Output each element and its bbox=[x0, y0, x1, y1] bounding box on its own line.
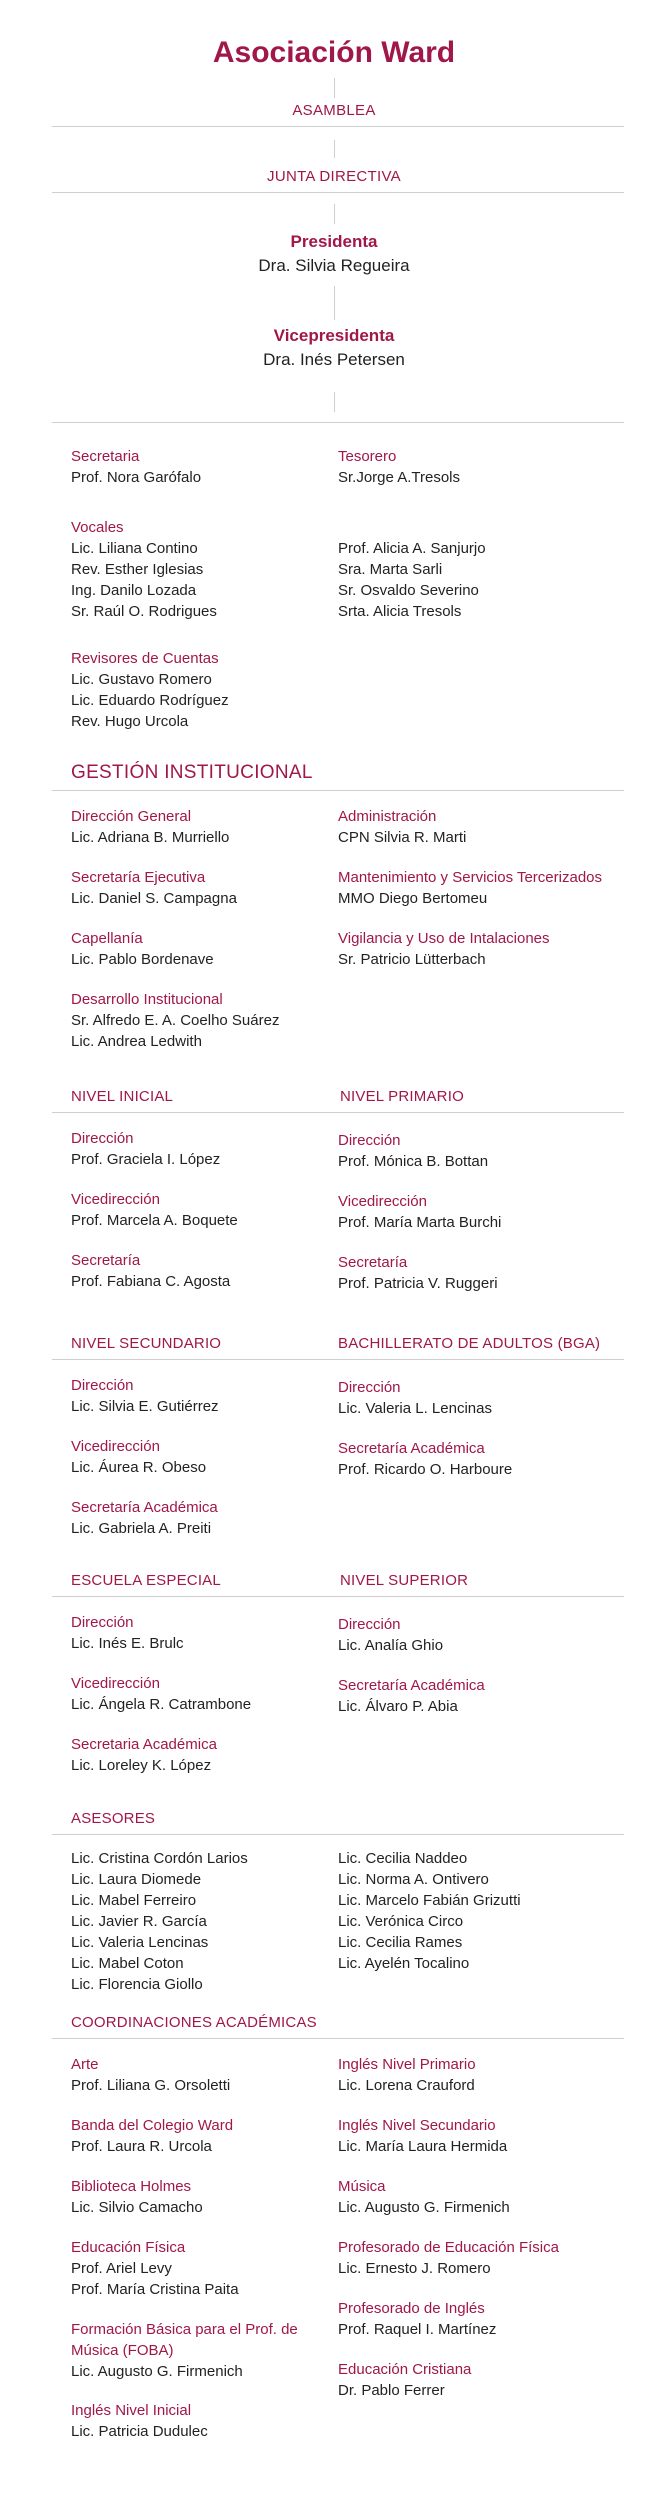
coordinacion-item bbox=[338, 2298, 496, 2340]
item-name: Prof. Laura R. Urcola bbox=[71, 2138, 212, 2155]
gestion-name: Sr. Patricio Lütterbach bbox=[338, 951, 486, 968]
gestion-item bbox=[338, 806, 466, 848]
vocal-name: Prof. Alicia A. Sanjurjo bbox=[338, 540, 486, 557]
item-label: Dirección bbox=[71, 1130, 134, 1147]
divider bbox=[52, 1359, 624, 1360]
revisor-name: Rev. Hugo Urcola bbox=[71, 713, 189, 730]
connector-line bbox=[334, 392, 335, 412]
gestion-item bbox=[71, 867, 237, 909]
divider bbox=[52, 192, 624, 193]
vocales-block bbox=[71, 517, 217, 622]
gestion-label: Administración bbox=[338, 808, 437, 825]
gestion-heading: GESTIÓN INSTITUCIONAL bbox=[71, 762, 313, 783]
item-name: Lic. Augusto G. Firmenich bbox=[71, 2363, 243, 2380]
item-name: Lic. Gabriela A. Preiti bbox=[71, 1520, 212, 1537]
revisores-block bbox=[71, 648, 229, 732]
item-label: Secretaría bbox=[71, 1252, 141, 1269]
item-name: Lic. Augusto G. Firmenich bbox=[338, 2199, 510, 2216]
item-name: Prof. Ariel Levy bbox=[71, 2260, 172, 2277]
item-name: Prof. María Marta Burchi bbox=[338, 1214, 502, 1231]
gestion-item bbox=[338, 867, 602, 909]
divider bbox=[52, 1112, 624, 1113]
tesorero-name: Sr.Jorge A.Tresols bbox=[338, 469, 460, 486]
item-name: Prof. Ricardo O. Harboure bbox=[338, 1461, 513, 1478]
presidenta-role: Presidenta bbox=[290, 232, 378, 251]
item-name: Prof. Patricia V. Ruggeri bbox=[338, 1275, 498, 1292]
item-name: Lic. Patricia Dudulec bbox=[71, 2423, 208, 2440]
gestion-item bbox=[71, 928, 214, 970]
presidenta-name: Dra. Silvia Regueira bbox=[258, 256, 410, 275]
item-label: Secretaría bbox=[338, 1254, 408, 1271]
item-name: Lic. Ángela R. Catrambone bbox=[71, 1696, 252, 1713]
gestion-item bbox=[71, 806, 229, 848]
vicepresidenta-role: Vicepresidenta bbox=[273, 326, 395, 345]
gestion-item bbox=[338, 928, 550, 970]
item-label: Biblioteca Holmes bbox=[71, 2178, 192, 2195]
asesor-name: Lic. Javier R. García bbox=[71, 1913, 207, 1930]
coordinacion-item bbox=[338, 2359, 471, 2401]
item-label: Dirección bbox=[338, 1379, 401, 1396]
divider bbox=[52, 422, 624, 423]
primario-item bbox=[338, 1252, 498, 1294]
secretaria-label: Secretaria bbox=[71, 448, 140, 465]
asesor-name: Lic. Cecilia Naddeo bbox=[338, 1850, 468, 1867]
primario-item bbox=[338, 1191, 501, 1233]
item-label: Inglés Nivel Inicial bbox=[71, 2402, 192, 2419]
junta-label: JUNTA DIRECTIVA bbox=[267, 168, 401, 185]
vocal-name: Ing. Danilo Lozada bbox=[71, 582, 197, 599]
item-name: Lic. Loreley K. López bbox=[71, 1757, 212, 1774]
vocal-name: Rev. Esther Iglesias bbox=[71, 561, 204, 578]
gestion-name: Lic. Andrea Ledwith bbox=[71, 1033, 202, 1050]
vicepresidenta-name: Dra. Inés Petersen bbox=[263, 350, 405, 369]
coordinacion-item bbox=[338, 2054, 476, 2096]
item-label: Inglés Nivel Primario bbox=[338, 2056, 476, 2073]
gestion-label: Desarrollo Institucional bbox=[71, 991, 223, 1008]
item-label: Dirección bbox=[71, 1614, 134, 1631]
page-title: Asociación Ward bbox=[212, 36, 456, 69]
divider bbox=[52, 1596, 624, 1597]
especial-item bbox=[71, 1673, 251, 1715]
asesor-name: Lic. Cristina Cordón Larios bbox=[71, 1850, 248, 1867]
item-label: Formación Básica para el Prof. de Música (FOBA) bbox=[71, 2321, 298, 2359]
asesores-right-list bbox=[338, 1848, 521, 1974]
item-name: Prof. Fabiana C. Agosta bbox=[71, 1273, 231, 1290]
asamblea-label: ASAMBLEA bbox=[292, 102, 376, 119]
primario-item bbox=[338, 1130, 488, 1172]
item-name: Lic. Ernesto J. Romero bbox=[338, 2260, 491, 2277]
especial-heading: ESCUELA ESPECIAL bbox=[71, 1572, 221, 1589]
coordinaciones-heading: COORDINACIONES ACADÉMICAS bbox=[71, 2014, 317, 2031]
item-label: Vicedirección bbox=[71, 1438, 160, 1455]
asesor-name: Lic. Mabel Coton bbox=[71, 1955, 184, 1972]
connector-line bbox=[334, 204, 335, 224]
item-label: Dirección bbox=[338, 1616, 401, 1633]
gestion-label: Vigilancia y Uso de Intalaciones bbox=[338, 930, 550, 947]
superior-item bbox=[338, 1614, 443, 1656]
gestion-label: Capellanía bbox=[71, 930, 143, 947]
item-label: Secretaría Académica bbox=[338, 1677, 485, 1694]
gestion-name: Sr. Alfredo E. A. Coelho Suárez bbox=[71, 1012, 280, 1029]
vocal-name: Sra. Marta Sarli bbox=[338, 561, 443, 578]
item-label: Vicedirección bbox=[71, 1675, 160, 1692]
bga-item bbox=[338, 1377, 492, 1419]
coordinacion-item bbox=[338, 2176, 510, 2218]
inicial-heading: NIVEL INICIAL bbox=[71, 1088, 174, 1105]
item-name: Prof. Mónica B. Bottan bbox=[338, 1153, 489, 1170]
divider bbox=[52, 790, 624, 791]
revisor-name: Lic. Eduardo Rodríguez bbox=[71, 692, 229, 709]
asesor-name: Lic. Valeria Lencinas bbox=[71, 1934, 209, 1951]
item-label: Inglés Nivel Secundario bbox=[338, 2117, 496, 2134]
asesor-name: Lic. Mabel Ferreiro bbox=[71, 1892, 197, 1909]
bga-item bbox=[338, 1438, 512, 1480]
secretaria-block bbox=[71, 446, 201, 488]
coordinacion-item bbox=[338, 2237, 559, 2279]
inicial-item bbox=[71, 1189, 238, 1231]
item-name: Lic. Inés E. Brulc bbox=[71, 1635, 184, 1652]
item-name: Lic. Silvio Camacho bbox=[71, 2199, 203, 2216]
item-label: Banda del Colegio Ward bbox=[71, 2117, 234, 2134]
gestion-item bbox=[71, 989, 279, 1052]
tesorero-block bbox=[338, 446, 460, 488]
coordinacion-item bbox=[71, 2400, 208, 2442]
item-label: Dirección bbox=[71, 1377, 134, 1394]
especial-item bbox=[71, 1612, 184, 1654]
inicial-item bbox=[71, 1128, 220, 1170]
gestion-name: Lic. Adriana B. Murriello bbox=[71, 829, 230, 846]
item-name: Lic. María Laura Hermida bbox=[338, 2138, 508, 2155]
asesor-name: Lic. Marcelo Fabián Grizutti bbox=[338, 1892, 521, 1909]
revisores-label: Revisores de Cuentas bbox=[71, 650, 219, 667]
item-name: Prof. María Cristina Paita bbox=[71, 2281, 239, 2298]
gestion-name: Lic. Pablo Bordenave bbox=[71, 951, 214, 968]
coordinacion-item bbox=[71, 2115, 233, 2157]
revisor-name: Lic. Gustavo Romero bbox=[71, 671, 212, 688]
secundario-item bbox=[71, 1375, 219, 1417]
gestion-name: MMO Diego Bertomeu bbox=[338, 890, 488, 907]
tesorero-label: Tesorero bbox=[338, 448, 397, 465]
asesor-name: Lic. Norma A. Ontivero bbox=[338, 1871, 489, 1888]
gestion-name: Lic. Daniel S. Campagna bbox=[71, 890, 237, 907]
item-label: Secretaría Académica bbox=[71, 1499, 218, 1516]
primario-heading: NIVEL PRIMARIO bbox=[340, 1088, 464, 1105]
asesor-name: Lic. Florencia Giollo bbox=[71, 1976, 203, 1993]
asesores-heading: ASESORES bbox=[71, 1810, 156, 1827]
asesor-name: Lic. Ayelén Tocalino bbox=[338, 1955, 470, 1972]
asesor-name: Lic. Laura Diomede bbox=[71, 1871, 202, 1888]
secundario-heading: NIVEL SECUNDARIO bbox=[71, 1335, 222, 1352]
coordinacion-item bbox=[71, 2054, 230, 2096]
item-label: Vicedirección bbox=[71, 1191, 160, 1208]
item-name: Prof. Liliana G. Orsoletti bbox=[71, 2077, 231, 2094]
gestion-name: CPN Silvia R. Marti bbox=[338, 829, 467, 846]
vocal-name: Sr. Osvaldo Severino bbox=[338, 582, 479, 599]
vocal-name: Lic. Liliana Contino bbox=[71, 540, 198, 557]
coordinacion-item bbox=[71, 2319, 321, 2382]
item-label: Profesorado de Educación Física bbox=[338, 2239, 559, 2256]
item-label: Secretaría Académica bbox=[338, 1440, 485, 1457]
coordinacion-item bbox=[71, 2176, 203, 2218]
item-label: Secretaria Académica bbox=[71, 1736, 217, 1753]
vocales-right-block bbox=[338, 538, 486, 622]
item-name: Prof. Marcela A. Boquete bbox=[71, 1212, 238, 1229]
item-name: Dr. Pablo Ferrer bbox=[338, 2382, 445, 2399]
coordinacion-item bbox=[338, 2115, 507, 2157]
secundario-item bbox=[71, 1436, 206, 1478]
especial-item bbox=[71, 1734, 217, 1776]
asesor-name: Lic. Cecilia Rames bbox=[338, 1934, 463, 1951]
connector-line bbox=[334, 78, 335, 98]
asesor-name: Lic. Verónica Circo bbox=[338, 1913, 464, 1930]
item-name: Lic. Álvaro P. Abia bbox=[338, 1698, 458, 1715]
item-name: Lic. Analía Ghio bbox=[338, 1637, 444, 1654]
item-label: Arte bbox=[71, 2056, 99, 2073]
item-name: Lic. Áurea R. Obeso bbox=[71, 1459, 207, 1476]
secretaria-name: Prof. Nora Garófalo bbox=[71, 469, 202, 486]
item-name: Lic. Valeria L. Lencinas bbox=[338, 1400, 492, 1417]
gestion-label: Dirección General bbox=[71, 808, 192, 825]
secundario-item bbox=[71, 1497, 218, 1539]
superior-heading: NIVEL SUPERIOR bbox=[340, 1572, 469, 1589]
vocal-name: Sr. Raúl O. Rodrigues bbox=[71, 603, 217, 620]
item-name: Prof. Raquel I. Martínez bbox=[338, 2321, 497, 2338]
connector-line bbox=[334, 286, 335, 320]
divider bbox=[52, 1834, 624, 1835]
coordinacion-item bbox=[71, 2237, 239, 2300]
inicial-item bbox=[71, 1250, 230, 1292]
item-label: Dirección bbox=[338, 1132, 401, 1149]
vocal-name: Srta. Alicia Tresols bbox=[338, 603, 462, 620]
vocales-label: Vocales bbox=[71, 519, 124, 536]
bga-heading: BACHILLERATO DE ADULTOS (BGA) bbox=[338, 1335, 601, 1352]
item-label: Vicedirección bbox=[338, 1193, 427, 1210]
superior-item bbox=[338, 1675, 485, 1717]
item-label: Música bbox=[338, 2178, 386, 2195]
item-label: Educación Física bbox=[71, 2239, 186, 2256]
item-name: Lic. Lorena Crauford bbox=[338, 2077, 475, 2094]
gestion-label: Secretaría Ejecutiva bbox=[71, 869, 206, 886]
divider bbox=[52, 2038, 624, 2039]
item-label: Profesorado de Inglés bbox=[338, 2300, 485, 2317]
item-name: Prof. Graciela I. López bbox=[71, 1151, 221, 1168]
asesores-left-list bbox=[71, 1848, 248, 1995]
gestion-label: Mantenimiento y Servicios Tercerizados bbox=[338, 869, 603, 886]
item-label: Educación Cristiana bbox=[338, 2361, 472, 2378]
connector-line bbox=[334, 140, 335, 158]
divider bbox=[52, 126, 624, 127]
item-name: Lic. Silvia E. Gutiérrez bbox=[71, 1398, 219, 1415]
